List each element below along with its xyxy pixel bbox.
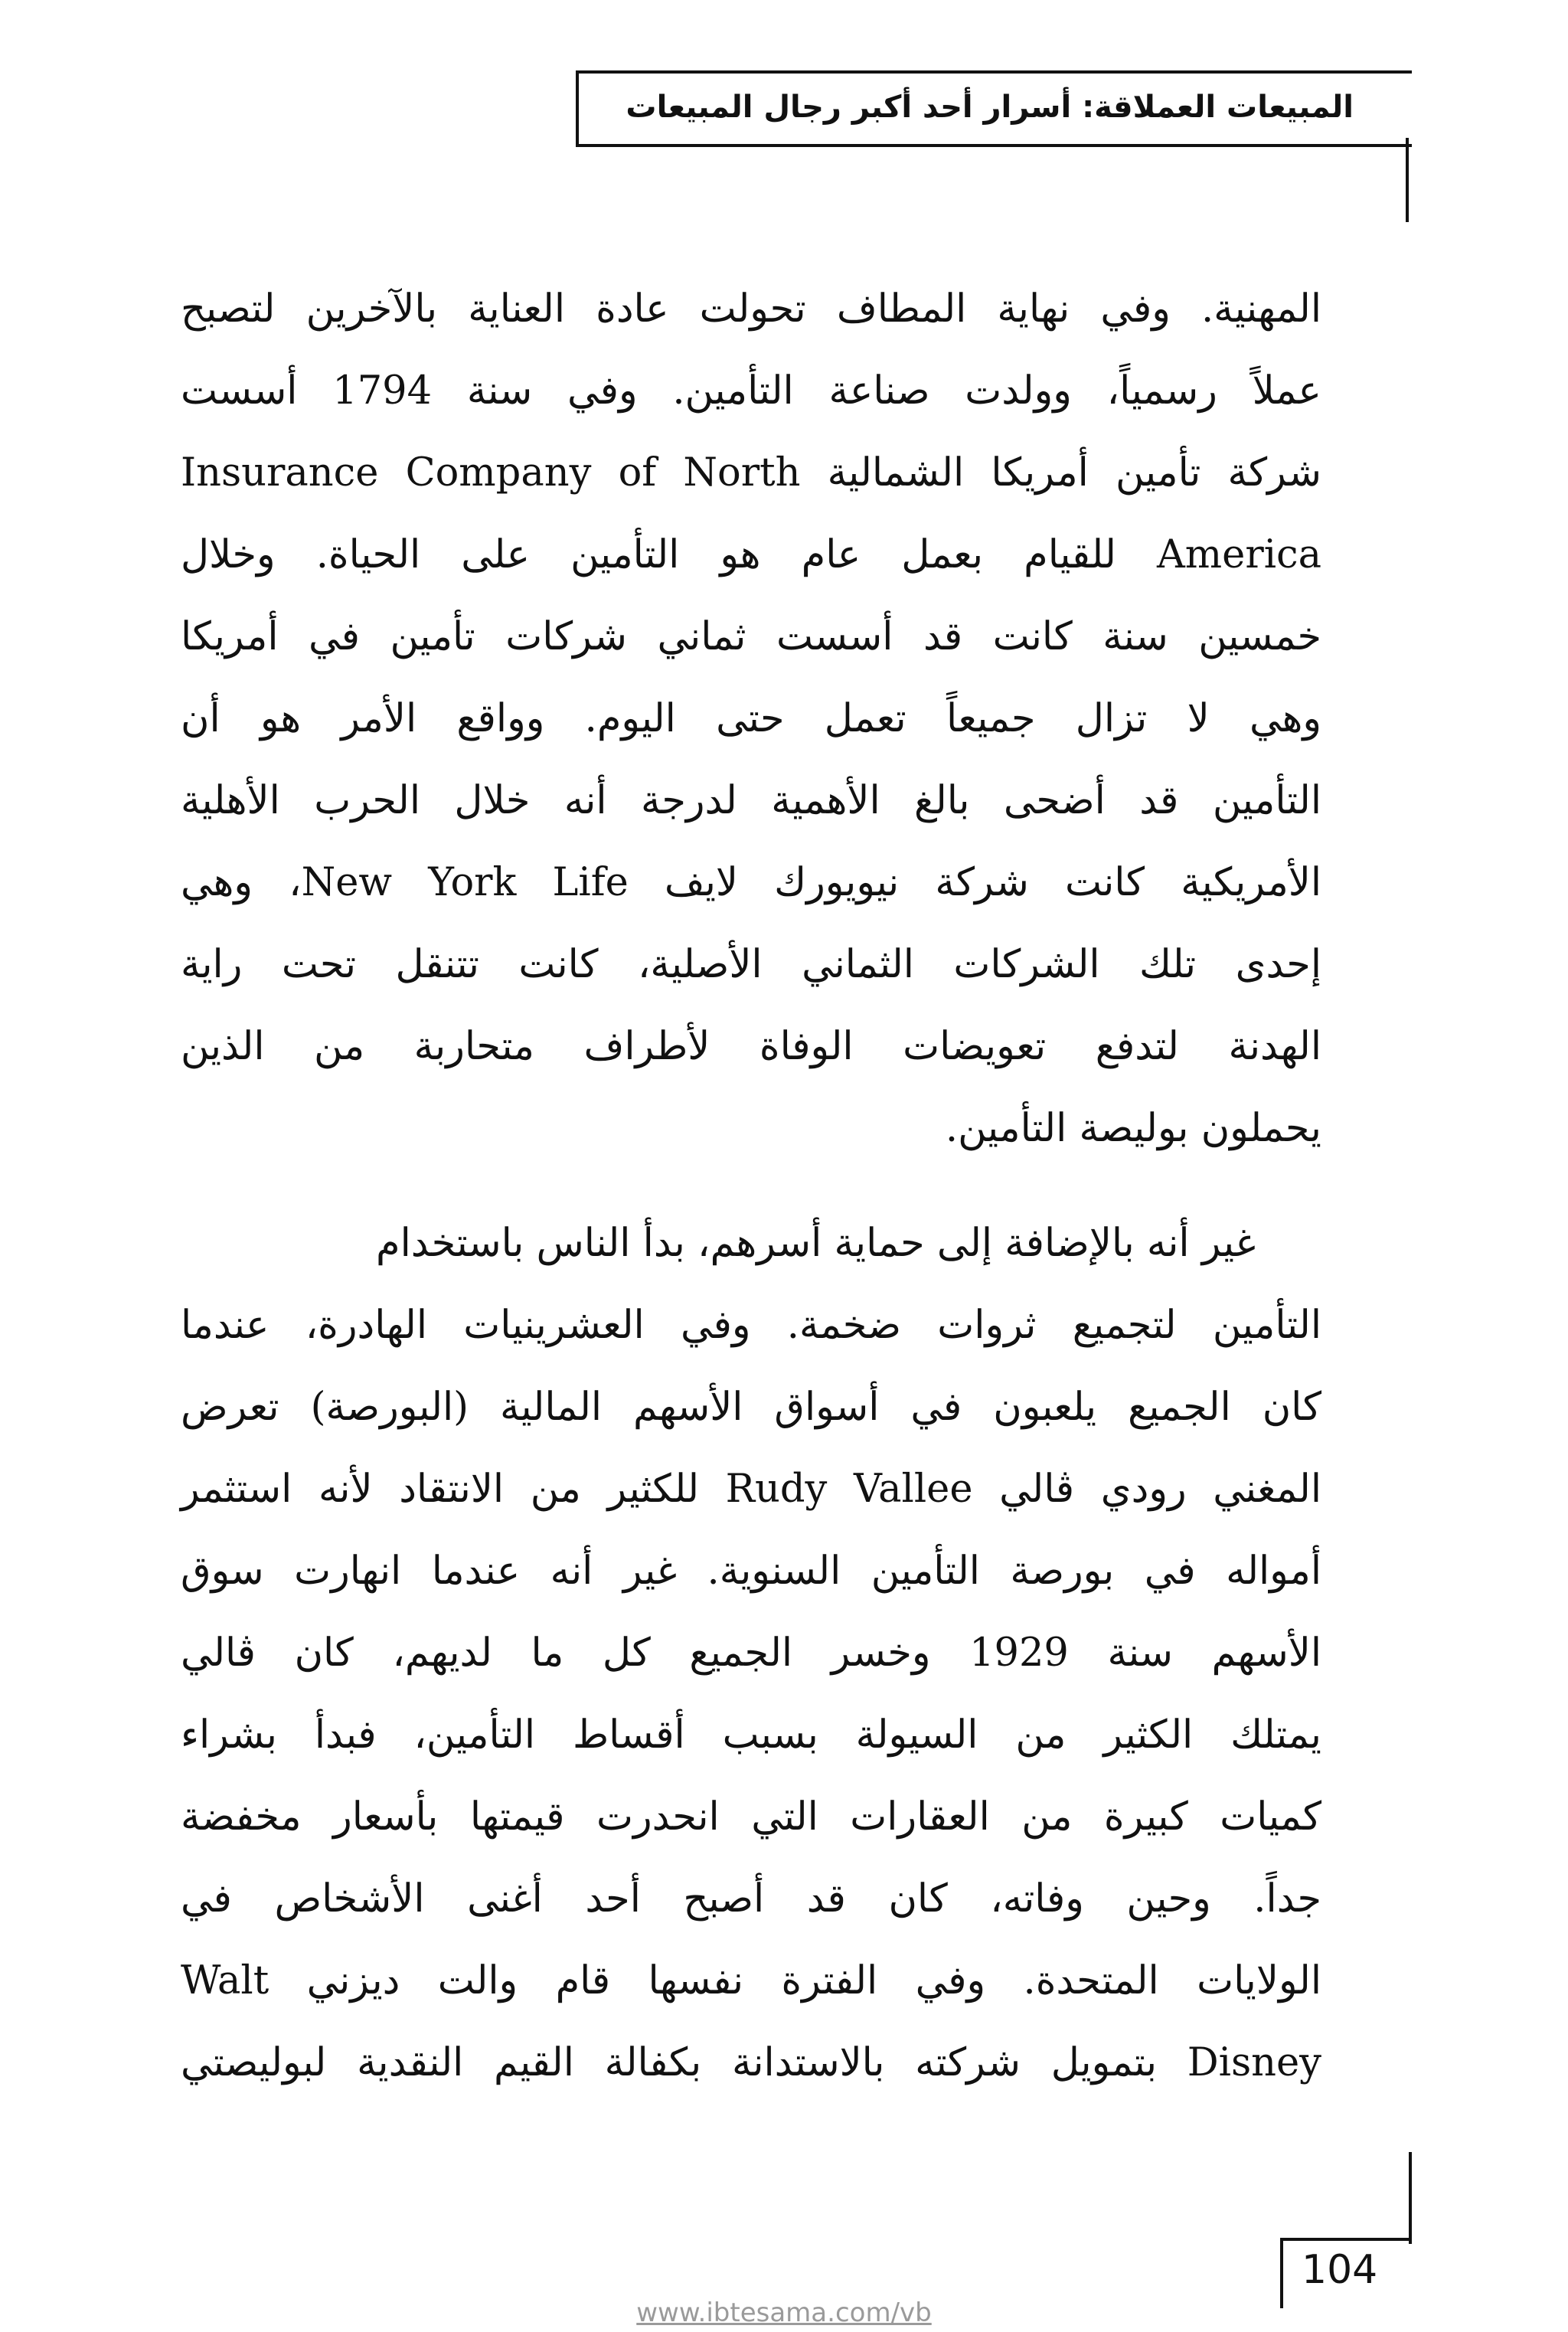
text-line: المغني رودي ڤالي Rudy Vallee للكثير من الانتقاد لأنه استثمر xyxy=(181,1467,1321,1512)
text-line: وهي لا تزال جميعاً تعمل حتى اليوم. وواقع الأمر هو أن xyxy=(181,696,1321,741)
text-line: غير أنه بالإضافة إلى حماية أسرهم، بدأ الناس باستخدام xyxy=(376,1221,1256,1266)
text-line: يمتلك الكثير من السيولة بسبب أقساط التأمين، فبدأ بشراء xyxy=(181,1712,1321,1758)
text-line: كان الجميع يلعبون في أسواق الأسهم المالية (البورصة) تعرض xyxy=(181,1385,1321,1430)
text-line: كميات كبيرة من العقارات التي انحدرت قيمتها بأسعار مخفضة xyxy=(181,1794,1321,1840)
paragraph-2 xyxy=(181,1202,1321,2104)
footer-frame-vertical xyxy=(1409,2152,1412,2244)
text-line: America للقيام بعمل عام هو التأمين على الحياة. وخلال xyxy=(181,532,1321,577)
text-line: أمواله في بورصة التأمين السنوية. غير أنه عندما انهارت سوق xyxy=(181,1549,1321,1594)
watermark-link[interactable]: www.ibtesama.com/vb xyxy=(636,2298,932,2328)
text-line: الأمريكية كانت شركة نيويورك لايف New York Life، وهي xyxy=(181,860,1322,905)
text-line: Disney بتمويل شركته بالاستدانة بكفالة القيم النقدية لبوليصتي xyxy=(181,2040,1321,2085)
paragraph-1 xyxy=(181,268,1321,1169)
text-line: جداً. وحين وفاته، كان قد أصبح أحد أغنى الأشخاص في xyxy=(181,1876,1321,1922)
text-line: الولايات المتحدة. وفي الفترة نفسها قام والت ديزني Walt xyxy=(181,1958,1321,2003)
text-line: يحملون بوليصة التأمين. xyxy=(945,1106,1321,1151)
footer-frame-horizontal xyxy=(1280,2238,1412,2241)
text-line: شركة تأمين أمريكا الشمالية Insurance Company of North xyxy=(181,450,1321,496)
text-line: الأسهم سنة 1929 وخسر الجميع كل ما لديهم، كان ڤالي xyxy=(181,1630,1321,1676)
text-line: المهنية. وفي نهاية المطاف تحولت عادة العناية بالآخرين لتصبح xyxy=(181,286,1321,332)
text-line: الهدنة لتدفع تعويضات الوفاة لأطراف متحاربة من الذين xyxy=(181,1024,1321,1069)
text-line: التأمين لتجميع ثروات ضخمة. وفي العشرينيات الهادرة، عندما xyxy=(181,1303,1321,1348)
running-head: المبيعات العملاقة: أسرار أحد أكبر رجال المبيعات xyxy=(626,90,1354,125)
text-line: التأمين قد أضحى بالغ الأهمية لدرجة أنه خلال الحرب الأهلية xyxy=(181,778,1321,823)
page-number: 104 xyxy=(1302,2247,1378,2293)
header-rule-tick xyxy=(1406,138,1409,222)
text-line: عملاً رسمياً، وولدت صناعة التأمين. وفي سنة 1794 أسست xyxy=(181,368,1321,414)
text-line: خمسين سنة كانت قد أسست ثماني شركات تأمين في أمريكا xyxy=(181,614,1321,659)
text-line: إحدى تلك الشركات الثماني الأصلية، كانت تتنقل تحت راية xyxy=(181,942,1321,987)
